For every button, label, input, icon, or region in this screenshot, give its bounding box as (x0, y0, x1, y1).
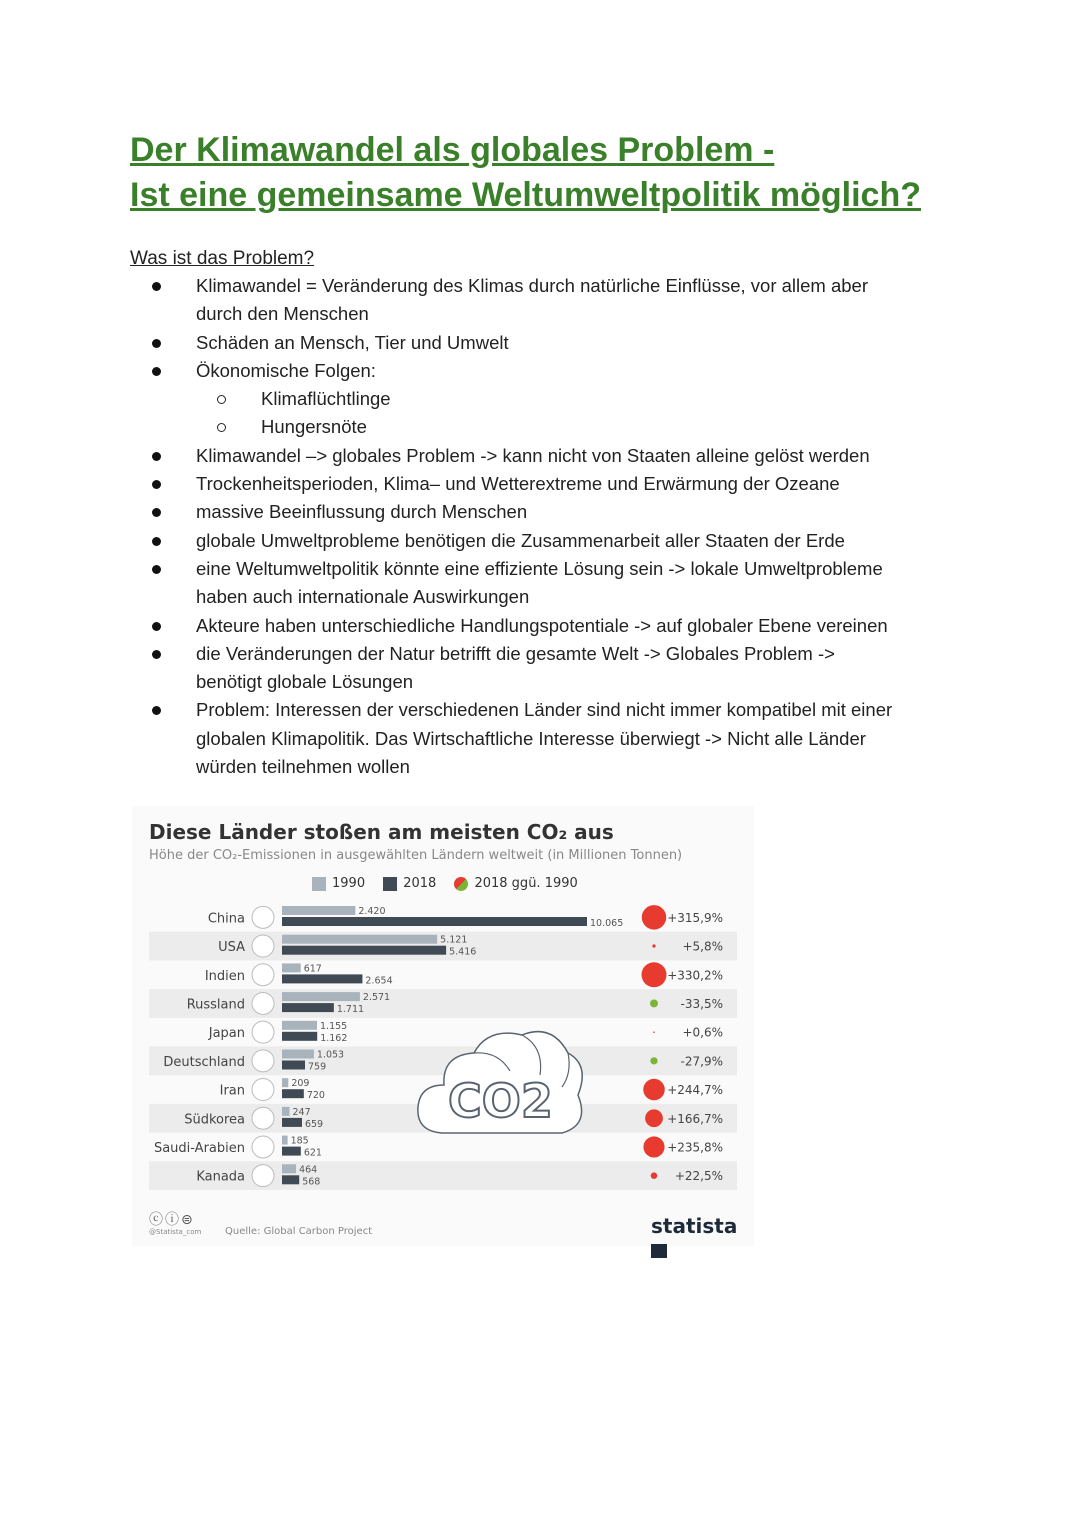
bullet-list (130, 272, 970, 781)
change-dot (645, 1109, 663, 1127)
list-item-text: Trockenheitsperioden, Klima– und Wetterextreme und Erwärmung der Ozeane (196, 473, 840, 495)
list-item (130, 640, 970, 697)
bullet-icon (152, 706, 161, 715)
bar-label-2018: 10.065 (590, 918, 624, 929)
bar-2018 (282, 1147, 301, 1156)
change-label: -27,9% (680, 1054, 723, 1069)
co2-cloud-icon (412, 1021, 592, 1151)
bar-2018 (282, 946, 446, 955)
change-dot (651, 1172, 658, 1179)
list-item-text: durch den Menschen (196, 303, 369, 325)
bar-2018 (282, 1061, 305, 1070)
bar-2018 (282, 974, 362, 983)
change-label: +0,6% (682, 1025, 723, 1040)
legend-label-1990: 1990 (332, 876, 366, 891)
bar-label-2018: 720 (306, 1090, 325, 1102)
list-item (130, 442, 970, 470)
list-item (130, 612, 970, 640)
legend-item-1990 (312, 876, 365, 891)
list-item-text: würden teilnehmen wollen (196, 756, 410, 778)
bar-2018 (282, 1032, 317, 1041)
bar-2018 (282, 1118, 302, 1127)
change-dot (653, 1031, 655, 1033)
china-flag-icon (252, 906, 274, 928)
list-item (130, 357, 970, 385)
change-label: +22,5% (674, 1169, 723, 1184)
chart-title: Diese Länder stoßen am meisten CO₂ aus (149, 820, 614, 844)
country-label: Kanada (196, 1169, 245, 1185)
statista-logo-icon (651, 1244, 667, 1258)
country-label: Russland (186, 997, 245, 1013)
bar-1990 (282, 963, 301, 972)
bullet-icon (152, 282, 161, 291)
japan-flag-icon (252, 1021, 274, 1043)
bar-1990 (282, 1107, 289, 1116)
list-item-text: Akteure haben unterschiedliche Handlungspotentiale -> auf globaler Ebene vereinen (196, 614, 888, 636)
country-label: China (207, 911, 245, 927)
bullet-icon (152, 452, 161, 461)
list-item-text: Ökonomische Folgen: (196, 359, 376, 381)
legend-label-2018: 2018 (403, 876, 437, 891)
bar-2018 (282, 1175, 299, 1184)
country-label: Deutschland (163, 1054, 245, 1070)
bar-1990 (282, 906, 355, 915)
section-subheading: Was ist das Problem? (130, 248, 315, 269)
title-line-2: Ist eine gemeinsame Weltumweltpolitik möglich? (130, 176, 921, 214)
country-label: Indien (204, 968, 245, 984)
change-label: +166,7% (667, 1111, 723, 1126)
change-dot (652, 944, 655, 947)
circle-bullet-icon (217, 423, 226, 432)
circle-bullet-icon (217, 395, 226, 404)
list-item-text: globalen Klimapolitik. Das Wirtschaftliche Interesse überwiegt -> Nicht alle Länder (196, 727, 866, 749)
bar-1990 (282, 1050, 314, 1059)
legend-swatch-1990 (312, 877, 326, 891)
bar-1990 (282, 1136, 288, 1145)
russia-flag-icon (252, 992, 274, 1014)
co2-chart (132, 806, 754, 1246)
cc-license-icon: ⓒⓘ⊜ (149, 1212, 195, 1228)
change-label: -33,5% (680, 996, 723, 1011)
bar-label-2018: 1.162 (320, 1032, 348, 1044)
country-label: Japan (208, 1026, 245, 1042)
bar-1990 (282, 992, 360, 1001)
list-item (130, 329, 970, 357)
list-item-text: Klimawandel –> globales Problem -> kann nicht von Staaten alleine gelöst werden (196, 444, 870, 466)
list-item-text: Klimaflüchtlinge (261, 388, 391, 410)
iran-flag-icon (252, 1079, 274, 1101)
list-item-text: eine Weltumweltpolitik könnte eine effiziente Lösung sein -> lokale Umweltprobleme (196, 557, 883, 579)
bar-2018 (282, 917, 587, 926)
bar-2018 (282, 1003, 334, 1012)
bullet-icon (152, 480, 161, 489)
legend-swatch-2018 (383, 877, 397, 891)
chart-source: Quelle: Global Carbon Project (225, 1226, 373, 1237)
bar-label-1990: 2.571 (362, 992, 391, 1004)
change-dot (650, 1057, 657, 1064)
bar-label-1990: 2.420 (358, 906, 386, 917)
list-item-text: Klimawandel = Veränderung des Klimas durch natürliche Einflüsse, vor allem aber (196, 275, 869, 296)
bullet-icon (152, 650, 161, 659)
change-dot (642, 962, 667, 987)
change-label: +235,8% (667, 1140, 723, 1155)
legend-item-2018 (383, 876, 436, 891)
list-item (130, 272, 970, 329)
bar-1990 (282, 1021, 317, 1030)
list-item (130, 527, 970, 555)
bar-1990 (282, 1078, 288, 1087)
bar-label-2018: 1.711 (336, 1004, 365, 1016)
chart-subtitle: Höhe der CO₂-Emissionen in ausgewählten Ländern weltweit (in Millionen Tonnen) (149, 848, 683, 863)
usa-flag-icon (252, 935, 274, 957)
bullet-icon (152, 622, 161, 631)
statista-logo (651, 1214, 754, 1262)
list-item-text: haben auch internationale Auswirkungen (196, 586, 530, 608)
bar-label-1990: 5.121 (440, 934, 468, 946)
list-item (130, 470, 970, 498)
bar-label-2018: 759 (308, 1061, 327, 1073)
list-item (130, 498, 970, 526)
bar-label-1990: 1.155 (320, 1020, 348, 1032)
bar-1990 (282, 1164, 296, 1173)
change-label: +330,2% (667, 968, 723, 983)
bullet-icon (152, 565, 161, 574)
document-title (130, 128, 921, 218)
country-label: USA (218, 940, 245, 956)
list-item-text: massive Beeinflussung durch Menschen (196, 501, 528, 523)
change-dot (642, 905, 666, 929)
bar-label-1990: 209 (291, 1078, 310, 1090)
canada-flag-icon (252, 1165, 274, 1187)
change-label: +244,7% (667, 1083, 723, 1098)
bar-label-1990: 185 (290, 1135, 309, 1147)
saudi-arabia-flag-icon (252, 1136, 274, 1158)
bar-label-2018: 621 (303, 1147, 322, 1159)
sub-list-item (130, 413, 970, 441)
cloud-co2-text: CO2 (448, 1074, 553, 1128)
bar-label-1990: 464 (299, 1164, 318, 1176)
bar-label-1990: 1.053 (316, 1049, 345, 1061)
country-label: Südkorea (184, 1112, 245, 1128)
bullet-icon (152, 367, 161, 376)
germany-flag-icon (252, 1050, 274, 1072)
sub-list-item (130, 385, 970, 413)
list-item (130, 696, 970, 781)
list-item-text: die Veränderungen der Natur betrifft die gesamte Welt -> Globales Problem -> (196, 642, 835, 664)
list-item-text: benötigt globale Lösungen (196, 671, 414, 693)
title-line-1: Der Klimawandel als globales Problem - (130, 131, 775, 169)
bar-1990 (282, 935, 437, 944)
bar-label-1990: 247 (292, 1106, 311, 1118)
bar-label-1990: 617 (303, 963, 322, 975)
bar-2018 (282, 1089, 304, 1098)
change-label: +315,9% (667, 910, 723, 925)
change-label: +5,8% (682, 939, 723, 954)
list-item-text: Problem: Interessen der verschiedenen Länder sind nicht immer kompatibel mit einer (196, 699, 893, 721)
legend-swatch-change (454, 877, 468, 891)
india-flag-icon (252, 964, 274, 986)
country-label: Iran (219, 1083, 245, 1099)
change-dot (650, 999, 658, 1007)
country-label: Saudi-Arabien (153, 1140, 245, 1156)
legend-item-change (454, 876, 577, 891)
list-item-text: globale Umweltprobleme benötigen die Zusammenarbeit aller Staaten der Erde (196, 529, 845, 551)
list-item-text: Schäden an Mensch, Tier und Umwelt (196, 331, 509, 353)
bar-label-2018: 568 (302, 1176, 321, 1188)
statista-handle: @Statista_com (149, 1228, 202, 1236)
change-dot (643, 1136, 664, 1157)
bar-label-2018: 659 (304, 1118, 324, 1130)
bullet-icon (152, 537, 161, 546)
bar-label-2018: 5.416 (449, 946, 477, 958)
list-item (130, 555, 970, 612)
list-item-text: Hungersnöte (261, 416, 367, 438)
legend-label-change: 2018 ggü. 1990 (474, 876, 578, 891)
change-dot (643, 1079, 665, 1101)
bar-label-2018: 2.654 (365, 975, 393, 987)
south-korea-flag-icon (252, 1107, 274, 1129)
bullet-icon (152, 339, 161, 348)
statista-brand-text: statista (651, 1214, 738, 1238)
chart-legend (312, 876, 592, 895)
bullet-icon (152, 508, 161, 517)
